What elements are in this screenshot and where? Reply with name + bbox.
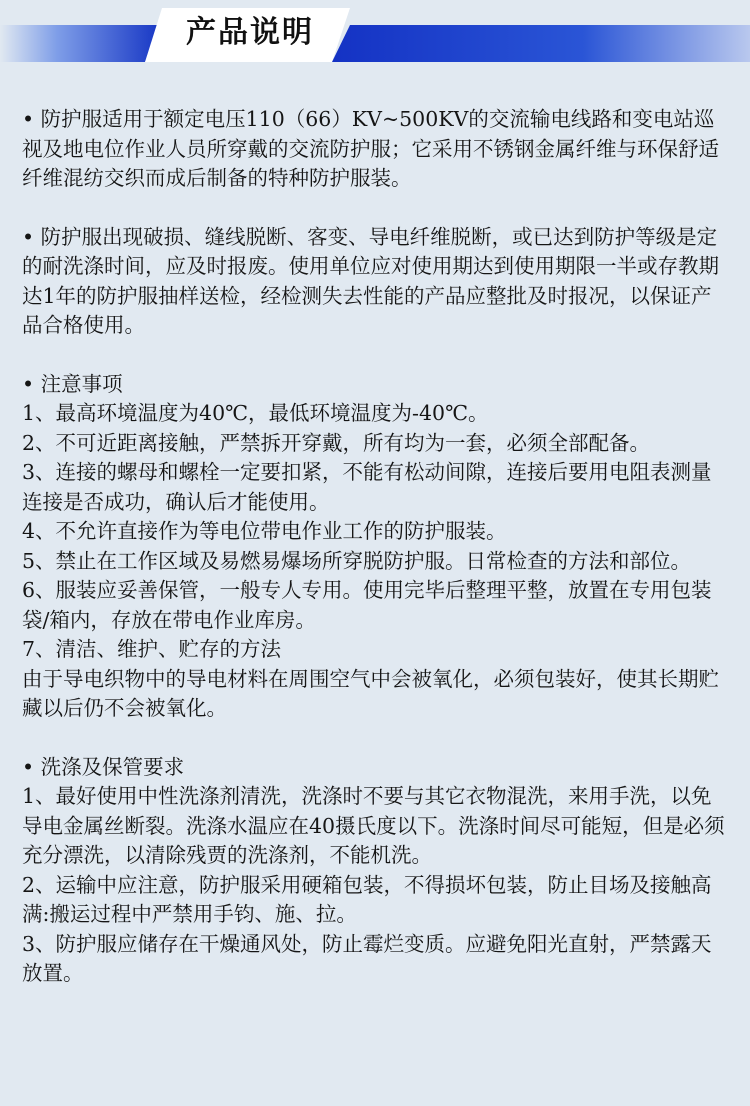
list-item: 3、连接的螺母和螺栓一定要扣紧，不能有松动间隙，连接后要用电阻表测量连接是否成功，确认后才能使用。 xyxy=(22,460,712,514)
section-applicability xyxy=(22,105,732,194)
header-right-stripe xyxy=(332,25,750,62)
list-item: 2、不可近距离接触，严禁拆开穿戴，所有均为一套，必须全部配备。 xyxy=(22,430,651,455)
list-item: 1、最好使用中性洗涤剂清洗，洗涤时不要与其它衣物混洗，来用手洗，以免导电金属丝断裂。洗涤水温应在40摄氏度以下。洗涤时间尽可能短，但是必须充分漂洗，以清除残贾的洗涤剂，不能机洗。 xyxy=(22,784,725,867)
section-washing-storage xyxy=(22,753,732,989)
paragraph: • 防护服适用于额定电压110（66）KV~500KV的交流输电线路和变电站巡视及地电位作业人员所穿戴的交流防护服；它采用不锈钢金属纤维与环保舒适纤维混纺交织而成后制备的特种防护服装。 xyxy=(22,107,719,190)
header-left-stripe xyxy=(0,25,162,62)
header-banner xyxy=(0,0,750,70)
section-heading: • 洗涤及保管要求 xyxy=(22,754,185,779)
list-item: 2、运输中应注意，防护服采用硬箱包装，不得损坏包装，防止目场及接触高满:搬运过程中严禁用手钧、施、拉。 xyxy=(22,872,712,926)
header-stripe-graphic xyxy=(0,0,750,70)
paragraph: • 防护服出现破损、缝线脱断、客变、导电纤维脱断，或已达到防护等级是定的耐洗涤时间，应及时报废。使用单位应对使用期达到使用期限一半或存教期达1年的防护服抽样送检，经检测失去性能的产品应整批及时报况，以保证产品合格使用。 xyxy=(22,224,719,337)
list-item: 5、禁止在工作区域及易燃易爆场所穿脱防护服。日常检查的方法和部位。 xyxy=(22,548,692,573)
list-item: 1、最高环境温度为40℃，最低环境温度为-40℃。 xyxy=(22,401,489,425)
page-title: 产品说明 xyxy=(186,15,314,50)
section-heading: • 注意事项 xyxy=(22,371,123,396)
list-item: 6、服装应妥善保管，一般专人专用。使用完毕后整理平整，放置在专用包装袋/箱内，存放在带电作业库房。 xyxy=(22,578,712,632)
list-item: 由于导电织物中的导电材料在周围空气中会被氧化，必须包装好，使其长期贮藏以后仍不会被氧化。 xyxy=(22,666,719,720)
list-item: 4、不允许直接作为等电位带电作业工作的防护服装。 xyxy=(22,519,507,543)
section-precautions xyxy=(22,370,732,724)
product-description xyxy=(22,105,732,1018)
list-item: 7、清洁、维护、贮存的方法 xyxy=(22,637,282,661)
section-disposal xyxy=(22,223,732,341)
list-item: 3、防护服应储存在干燥通风处，防止霉烂变质。应避免阳光直射，严禁露天放置。 xyxy=(22,931,712,985)
